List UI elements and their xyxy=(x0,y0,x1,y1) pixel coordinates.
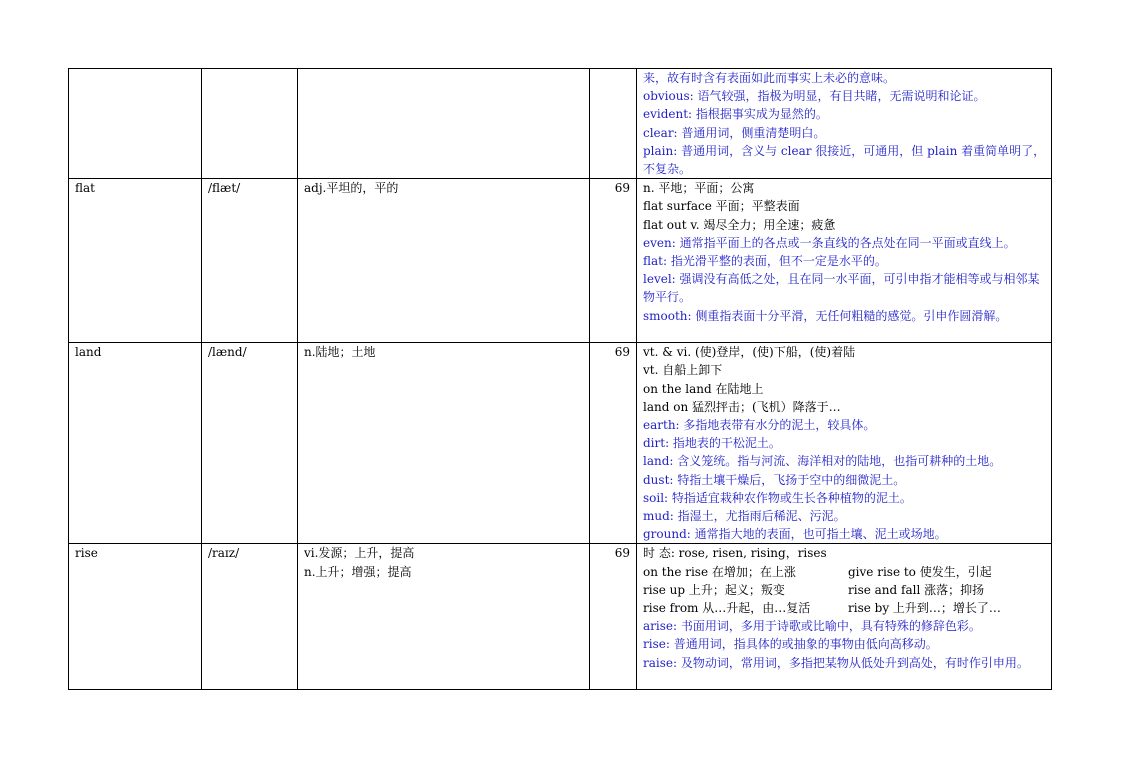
word-cell: land xyxy=(69,343,202,544)
phonetic-cell: /flæt/ xyxy=(202,179,298,343)
note-line: arise: 书面用词，多用于诗歌或比喻中，具有特殊的修辞色彩。 xyxy=(643,619,981,634)
phonetic-cell: /raɪz/ xyxy=(202,544,298,690)
page-cell: 69 xyxy=(590,343,637,544)
page-cell xyxy=(590,69,637,179)
note-line: n. 平地；平面；公寓 xyxy=(643,181,755,196)
note-line: mud: 指湿土，尤指雨后稀泥、污泥。 xyxy=(643,509,846,524)
note-line: soil: 特指适宜栽种农作物或生长各种植物的泥土。 xyxy=(643,490,912,505)
phrase-right: rise by 上升到…；增长了… xyxy=(848,601,1001,616)
phonetic-cell xyxy=(202,69,298,179)
tense-line: 时 态: rose, risen, rising，rises xyxy=(643,546,827,561)
notes-cell xyxy=(637,343,1052,544)
word-cell xyxy=(69,69,202,179)
phonetic-cell: /lænd/ xyxy=(202,343,298,544)
note-line: vt. & vi. (使)登岸，(使)下船，(使)着陆 xyxy=(643,345,856,360)
table-row xyxy=(69,179,1052,343)
note-line: flat: 指光滑平整的表面，但不一定是水平的。 xyxy=(643,254,887,269)
notes-cell xyxy=(637,179,1052,343)
meaning-cell xyxy=(298,69,590,179)
note-line: earth: 多指地表带有水分的泥土，较具体。 xyxy=(643,418,876,433)
note-line: clear: 普通用词，侧重清楚明白。 xyxy=(643,125,826,140)
word-cell: rise xyxy=(69,544,202,690)
note-line: ground: 通常指大地的表面，也可指土壤、泥土或场地。 xyxy=(643,527,947,542)
note-line: land: 含义笼统。指与河流、海洋相对的陆地，也指可耕种的土地。 xyxy=(643,454,1002,469)
note-line: even: 通常指平面上的各点或一条直线的各点处在同一平面或直线上。 xyxy=(643,235,1016,250)
phrase-right: rise and fall 涨落；抑扬 xyxy=(848,582,985,597)
phrase-right: give rise to 使发生，引起 xyxy=(848,564,992,579)
note-line: raise: 及物动词，常用词，多指把某物从低处升到高处，有时作引申用。 xyxy=(643,655,1029,670)
note-line: obvious: 语气较强，指极为明显，有目共睹，无需说明和论证。 xyxy=(643,89,986,104)
phrase-left: on the rise 在增加；在上涨 xyxy=(643,564,796,579)
phrase-pair xyxy=(643,563,1048,581)
note-line: 来，故有时含有表面如此而事实上未必的意味。 xyxy=(643,71,896,85)
table-row xyxy=(69,544,1052,690)
word-cell: flat xyxy=(69,179,202,343)
meaning-line: n.陆地；土地 xyxy=(304,345,376,360)
note-line: smooth: 侧重指表面十分平滑，无任何粗糙的感觉。引申作圆滑解。 xyxy=(643,308,1008,323)
meaning-cell xyxy=(298,544,590,690)
page-cell: 69 xyxy=(590,544,637,690)
meaning-cell xyxy=(298,179,590,343)
meaning-line: vi.发源；上升，提高 xyxy=(304,546,415,561)
note-line: flat out v. 竭尽全力；用全速；疲惫 xyxy=(643,217,836,232)
note-line: dirt: 指地表的干松泥土。 xyxy=(643,436,781,451)
note-line: dust: 特指土壤干燥后，飞扬于空中的细微泥土。 xyxy=(643,472,906,487)
note-line: plain: 普通用词，含义与 clear 很接近，可通用，但 plain 着重简单明了，不复杂。 xyxy=(643,143,1046,177)
meaning-cell xyxy=(298,343,590,544)
phrase-left: rise from 从…升起，由…复活 xyxy=(643,601,811,616)
meaning-line: adj.平坦的，平的 xyxy=(304,181,399,196)
table-row xyxy=(69,69,1052,179)
table-row xyxy=(69,343,1052,544)
note-line: flat surface 平面；平整表面 xyxy=(643,199,800,214)
meaning-line: n.上升；增强；提高 xyxy=(304,564,412,579)
phrase-pair xyxy=(643,581,1048,599)
phrase-left: rise up 上升；起义；叛变 xyxy=(643,582,785,597)
note-line: level: 强调没有高低之处，且在同一水平面，可引申指才能相等或与相邻某物平行。 xyxy=(643,272,1040,305)
note-line: on the land 在陆地上 xyxy=(643,381,764,396)
page-cell: 69 xyxy=(590,179,637,343)
note-line: rise: 普通用词，指具体的或抽象的事物由低向高移动。 xyxy=(643,637,938,652)
note-line: evident: 指根据事实成为显然的。 xyxy=(643,107,828,122)
notes-cell xyxy=(637,544,1052,690)
vocabulary-table xyxy=(68,68,1052,690)
phrase-pair xyxy=(643,599,1048,617)
note-line: land on 猛烈抨击；(飞机）降落于… xyxy=(643,399,841,414)
note-line: vt. 自船上卸下 xyxy=(643,363,723,378)
notes-cell xyxy=(637,69,1052,179)
